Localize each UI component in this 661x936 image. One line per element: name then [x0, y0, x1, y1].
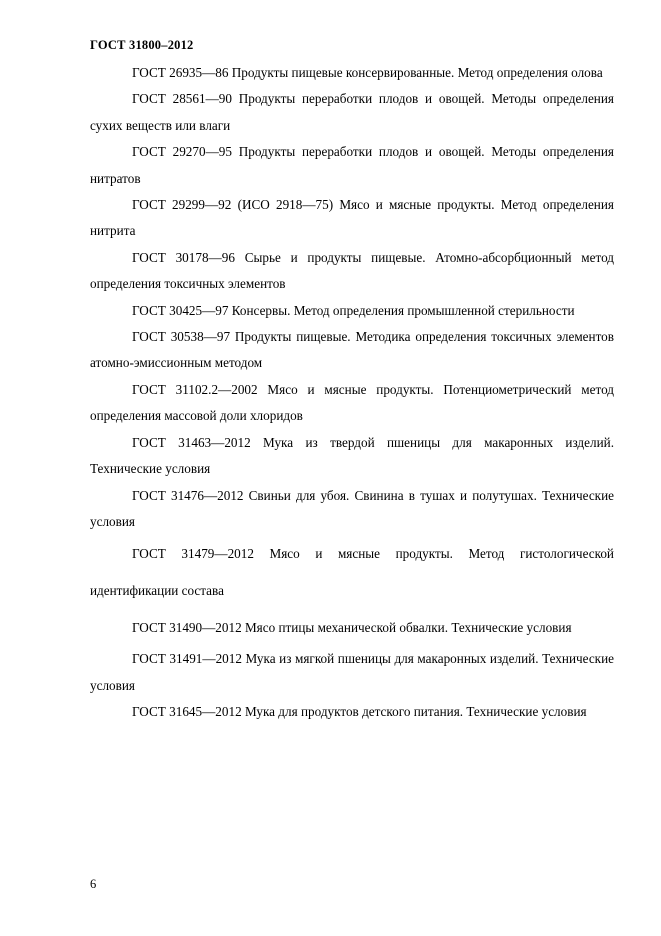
standard-reference-paragraph: ГОСТ 30538—97 Продукты пищевые. Методика определения токсичных элементов атомно-эмиссионным методом: [90, 329, 614, 371]
standard-reference-paragraph: ГОСТ 31491—2012 Мука из мягкой пшеницы для макаронных изделий. Технические условия: [90, 651, 614, 693]
standard-reference-paragraph: ГОСТ 31645—2012 Мука для продуктов детского питания. Технические условия: [132, 704, 587, 720]
page-number: 6: [90, 877, 97, 891]
body-text-column: [90, 60, 614, 726]
standard-reference-paragraph: ГОСТ 28561—90 Продукты переработки плодов и овощей. Методы определения сухих веществ или влаги: [90, 91, 614, 133]
standard-reference-paragraph: ГОСТ 30425—97 Консервы. Метод определения промышленной стерильности: [132, 302, 575, 318]
standard-reference-paragraph: ГОСТ 29299—92 (ИСО 2918—75) Мясо и мясные продукты. Метод определения нитрита: [90, 197, 614, 239]
standard-reference-paragraph: ГОСТ 30178—96 Сырье и продукты пищевые. Атомно-абсорбционный метод определения токсичных элементов: [90, 249, 614, 292]
standard-reference-paragraph: ГОСТ 31476—2012 Свиньи для убоя. Свинина в тушах и полутушах. Технические условия: [90, 487, 614, 529]
standard-reference-paragraph: ГОСТ 31490—2012 Мясо птицы механической обвалки. Технические условия: [132, 620, 572, 636]
standard-reference-paragraph: ГОСТ 31463—2012 Мука из твердой пшеницы для макаронных изделий. Технические условия: [90, 434, 614, 477]
standard-reference-paragraph: ГОСТ 31102.2—2002 Мясо и мясные продукты. Потенциометрический метод определения массовой доли хлоридов: [90, 381, 614, 424]
running-head-standard-number: ГОСТ 31800–2012: [90, 38, 194, 52]
standard-reference-paragraph: ГОСТ 31479—2012 Мясо и мясные продукты. Метод гистологической идентификации состава: [90, 546, 614, 599]
standard-reference-paragraph: ГОСТ 26935—86 Продукты пищевые консервированные. Метод определения олова: [132, 65, 603, 80]
standard-reference-paragraph: ГОСТ 29270—95 Продукты переработки плодов и овощей. Методы определения нитратов: [90, 144, 614, 186]
